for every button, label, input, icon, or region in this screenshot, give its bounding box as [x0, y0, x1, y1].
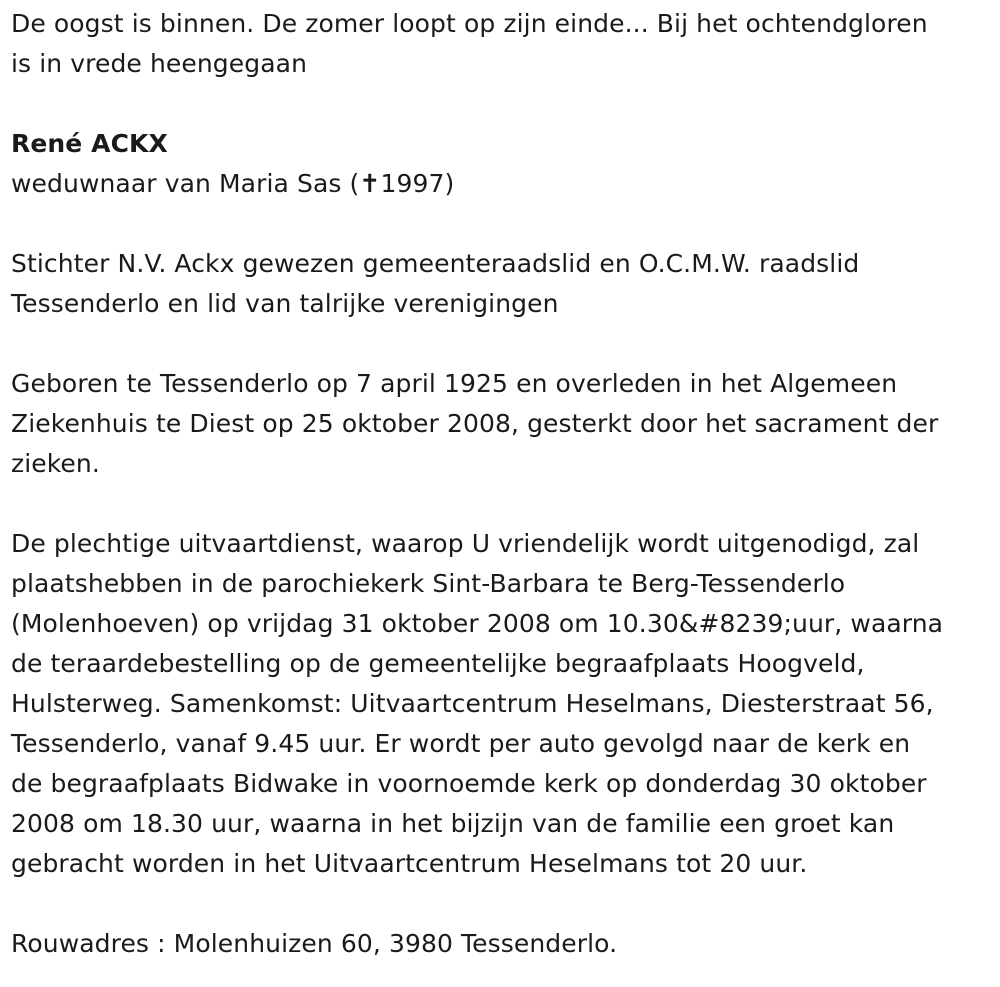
funeral-line: De plechtige uitvaartdienst, waarop U vriendelijk wordt uitgenodigd, zal	[11, 529, 920, 558]
intro-line: De oogst is binnen. De zomer loopt op zijn einde... Bij het ochtendgloren	[11, 9, 928, 38]
funeral-line: de teraardebestelling op de gemeentelijke begraafplaats Hoogveld,	[11, 649, 865, 678]
funeral-line: (Molenhoeven) op vrijdag 31 oktober 2008 om 10.30&#8239;uur, waarna	[11, 609, 944, 638]
function-line: Tessenderlo en lid van talrijke verenigingen	[11, 289, 559, 318]
mourning-address: Rouwadres : Molenhuizen 60, 3980 Tessenderlo.	[11, 929, 618, 958]
birth-death-line: Ziekenhuis te Diest op 25 oktober 2008, gesterkt door het sacrament der	[11, 409, 939, 438]
funeral-paragraph	[11, 524, 996, 884]
funeral-line: de begraafplaats Bidwake in voornoemde kerk op donderdag 30 oktober	[11, 769, 927, 798]
address-paragraph	[11, 924, 996, 964]
birth-death-paragraph	[11, 364, 996, 484]
funeral-line: Hulsterweg. Samenkomst: Uitvaartcentrum Heselmans, Diesterstraat 56,	[11, 689, 934, 718]
intro-line: is in vrede heengegaan	[11, 49, 308, 78]
funeral-line: plaatshebben in de parochiekerk Sint-Barbara te Berg-Tessenderlo	[11, 569, 846, 598]
funeral-line: 2008 om 18.30 uur, waarna in het bijzijn van de familie een groet kan	[11, 809, 895, 838]
deceased-name: René ACKX	[11, 129, 168, 158]
intro-paragraph	[11, 4, 996, 84]
deceased-relation: weduwnaar van Maria Sas (✝1997)	[11, 169, 455, 198]
function-paragraph	[11, 244, 996, 324]
birth-death-line: zieken.	[11, 449, 100, 478]
function-line: Stichter N.V. Ackx gewezen gemeenteraadslid en O.C.M.W. raadslid	[11, 249, 860, 278]
funeral-line: Tessenderlo, vanaf 9.45 uur. Er wordt per auto gevolgd naar de kerk en	[11, 729, 911, 758]
obituary-text	[11, 4, 996, 964]
birth-death-line: Geboren te Tessenderlo op 7 april 1925 en overleden in het Algemeen	[11, 369, 898, 398]
funeral-line: gebracht worden in het Uitvaartcentrum Heselmans tot 20 uur.	[11, 849, 808, 878]
